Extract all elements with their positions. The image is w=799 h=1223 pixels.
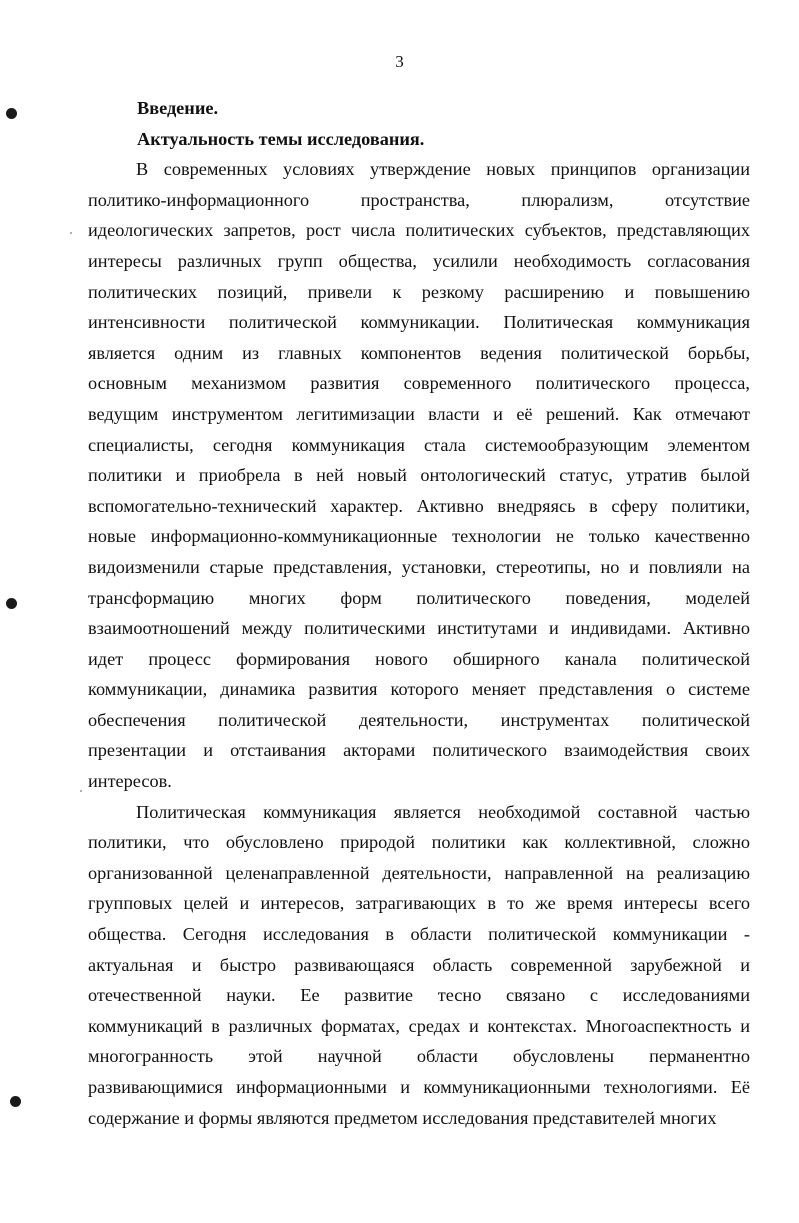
paragraph-line: политики, что обусловлено природой политики как коллективной, сложно [88, 832, 750, 853]
paragraph-line: политики и приобрела в ней новый онтологический статус, утратив былой [88, 465, 750, 486]
paragraph-line: специалисты, сегодня коммуникация стала системообразующим элементом [88, 434, 750, 455]
document-body [88, 93, 750, 1133]
paragraph-line: политико-информационного пространства, плюрализм, отсутствие [88, 189, 750, 210]
paragraph-line: новые информационно-коммуникационные технологии не только качественно [88, 526, 750, 547]
page-number: 3 [395, 52, 404, 71]
paragraph-line: взаимоотношений между политическими институтами и индивидами. Активно [88, 618, 750, 639]
paragraph-line: презентации и отстаивания акторами политического взаимодействия своих [88, 740, 750, 761]
paragraph-line: организованной целенаправленной деятельности, направленной на реализацию [88, 862, 750, 883]
heading-intro: Введение. [137, 98, 219, 118]
paragraph-line: является одним из главных компонентов ведения политической борьбы, [88, 342, 750, 363]
paragraph-relevance-2 [88, 797, 750, 1134]
punch-hole-bottom [10, 1096, 21, 1107]
paragraph-line: В современных условиях утверждение новых принципов организации [136, 159, 750, 180]
paragraph-line: обеспечения политической деятельности, инструментах политической [88, 709, 750, 730]
paragraph-line: трансформацию многих форм политического поведения, моделей [88, 587, 750, 608]
paragraph-line: развивающимися информационными и коммуникационными технологиями. Её [88, 1077, 750, 1097]
paragraph-line: коммуникаций в различных форматах, средах и контекстах. Многоаспектность и [88, 1015, 750, 1036]
paragraph-line: видоизменили старые представления, установки, стереотипы, но и повлияли на [88, 556, 750, 577]
paragraph-line: интенсивности политической коммуникации. Политическая коммуникация [88, 312, 750, 333]
paragraph-line: идеологических запретов, рост числа политических субъектов, представляющих [88, 220, 750, 241]
scan-speck [80, 790, 82, 792]
paragraph-line: интересов. [88, 771, 172, 792]
paragraph-line: многогранность этой научной области обусловлены перманентно [88, 1046, 750, 1067]
paragraph-line: содержание и формы являются предметом исследования представителей многих [88, 1107, 717, 1128]
scan-speck [70, 232, 72, 234]
paragraph-line: идет процесс формирования нового обширного канала политической [88, 648, 750, 669]
paragraph-line: актуальная и быстро развивающаяся область современной зарубежной и [88, 954, 750, 975]
paragraph-line: Политическая коммуникация является необходимой составной частью [136, 801, 750, 822]
punch-hole-middle [6, 598, 17, 609]
paragraph-line: коммуникации, динамика развития которого меняет представления о системе [88, 679, 750, 700]
paragraph-line: вспомогательно-технический характер. Активно внедряясь в сферу политики, [88, 495, 750, 516]
paragraph-line: основным механизмом развития современного политического процесса, [88, 373, 750, 394]
paragraph-line: общества. Сегодня исследования в области политической коммуникации - [88, 924, 750, 945]
paragraph-line: групповых целей и интересов, затрагивающих в то же время интересы всего [88, 893, 750, 914]
paragraph-line: ведущим инструментом легитимизации власти и её решений. Как отмечают [88, 403, 750, 424]
paragraph-relevance-1 [88, 154, 750, 796]
punch-hole-top [6, 108, 17, 119]
paragraph-line: интересы различных групп общества, усилили необходимость согласования [88, 250, 750, 271]
paragraph-line: политических позиций, привели к резкому расширению и повышению [88, 281, 750, 302]
heading-relevance: Актуальность темы исследования. [137, 128, 425, 149]
paragraph-line: отечественной науки. Ее развитие тесно связано с исследованиями [88, 985, 750, 1006]
